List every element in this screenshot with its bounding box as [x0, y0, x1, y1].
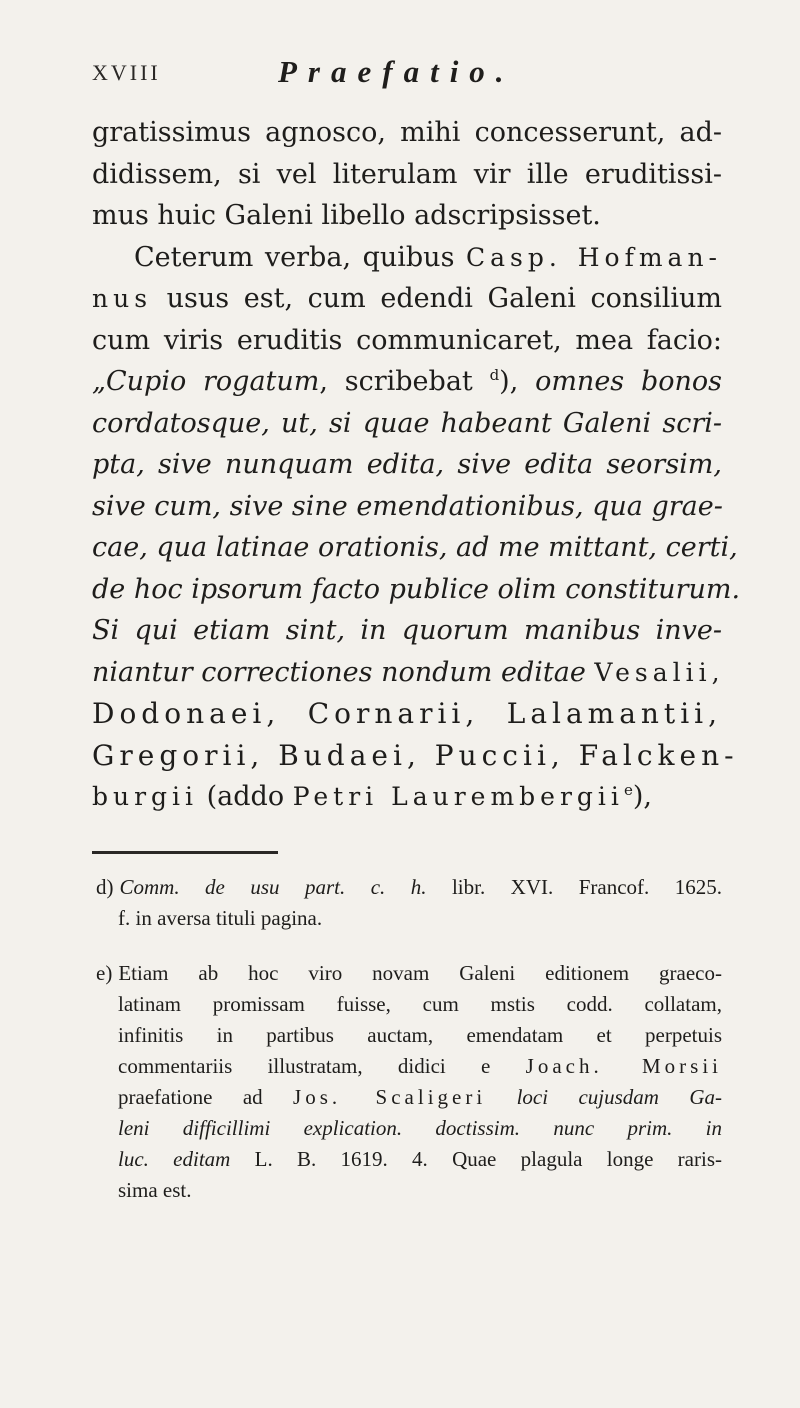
running-head: Praefatio. [278, 54, 515, 89]
italic-fragment: loci cujusdam Ga- [486, 1085, 722, 1109]
footnote-line [96, 1082, 722, 1113]
page-number: XVIII [92, 60, 161, 85]
footnote-line: leni difficillimi explication. doctissim. nunc prim. in [118, 1116, 722, 1140]
footnote-ref-e: e [623, 781, 633, 799]
footnote-d [96, 872, 722, 934]
text-line: cae, qua latinae orationis, ad me mittant, certi, [92, 532, 738, 563]
text-fragment: libr. XVI. Francof. 1625. [426, 875, 722, 899]
footnote-line [96, 1051, 722, 1082]
text-line: pta, sive nunquam edita, sive edita seorsim, [92, 449, 722, 480]
text-fragment: ), [499, 366, 536, 397]
footnote-line [96, 958, 722, 989]
text-fragment: L. B. 1619. 4. Quae plagula longe raris- [230, 1147, 722, 1171]
text-line: Si qui etiam sint, in quorum manibus inve- [92, 615, 722, 646]
text-line: didissem, si vel literulam vir ille eruditissi- [92, 158, 722, 190]
italic-fragment: luc. editam [118, 1147, 231, 1171]
footnote-line [96, 872, 722, 903]
text-line [92, 652, 725, 694]
footnote-line: infinitis in partibus auctam, emendatam et perpetuis [118, 1023, 722, 1047]
text-fragment: ), [632, 781, 652, 812]
name-smallcaps: Casp. Hofman- [465, 242, 722, 272]
footnote-label: d) [96, 875, 114, 899]
text-line: Gregorii, Budaei, Puccii, Falcken- [92, 738, 739, 772]
main-text [92, 112, 741, 818]
name-smallcaps: nus [92, 284, 153, 313]
footnote-label: e) [96, 961, 113, 985]
italic-fragment: Comm. de usu part. c. h. [119, 875, 427, 899]
text-fragment: (addo [198, 781, 293, 812]
name-smallcaps: Jos. Scaligeri [293, 1085, 487, 1109]
text-line: de hoc ipsorum facto publice olim constiturum. [92, 573, 741, 605]
footnotes [96, 872, 722, 1230]
name-smallcaps: Joach. Morsii [525, 1054, 722, 1078]
name-smallcaps: burgii [92, 782, 199, 811]
italic-fragment: „Cupio rogatum [92, 366, 320, 397]
footnote-line: f. in aversa tituli pagina. [118, 906, 323, 930]
text-fragment: Etiam ab hoc viro novam Galeni editionem graeco- [118, 961, 722, 985]
text-line: gratissimus agnosco, mihi concesserunt, ad- [92, 117, 722, 148]
name-smallcaps: Petri Laurembergii [292, 782, 624, 811]
text-fragment: usus est, cum edendi Galeni consilium [152, 283, 722, 314]
text-line [92, 278, 722, 320]
italic-fragment: omnes bonos [535, 366, 722, 397]
text-fragment: Ceterum verba, quibus [134, 241, 466, 273]
footnote-line: sima est. [118, 1178, 192, 1202]
text-line [92, 237, 722, 279]
text-fragment: praefatione ad [118, 1085, 294, 1109]
text-fragment: commentariis illustratam, didici e [118, 1054, 526, 1078]
footnote-line: latinam promissam fuisse, cum mstis codd. collatam, [118, 992, 722, 1016]
text-line [92, 776, 722, 818]
text-line [92, 361, 722, 403]
footnote-e [96, 958, 722, 1206]
italic-fragment: niantur correctiones nondum editae [92, 656, 595, 688]
text-line: cum viris eruditis communicaret, mea facio: [92, 324, 722, 356]
text-line: sive cum, sive sine emendationibus, qua grae- [92, 490, 723, 522]
text-line: mus huic Galeni libello adscripsisset. [92, 200, 601, 231]
text-fragment: , scribebat [319, 366, 490, 397]
text-line: Dodonaei, Cornarii, Lalamantii, [92, 697, 722, 730]
footnote-line [96, 1144, 722, 1175]
page-header [92, 54, 732, 98]
text-line: cordatosque, ut, si quae habeant Galeni scri- [92, 407, 722, 439]
footnote-divider [92, 851, 278, 854]
name-smallcaps: Vesalii, [594, 657, 725, 687]
footnote-ref-d: d [489, 366, 500, 384]
